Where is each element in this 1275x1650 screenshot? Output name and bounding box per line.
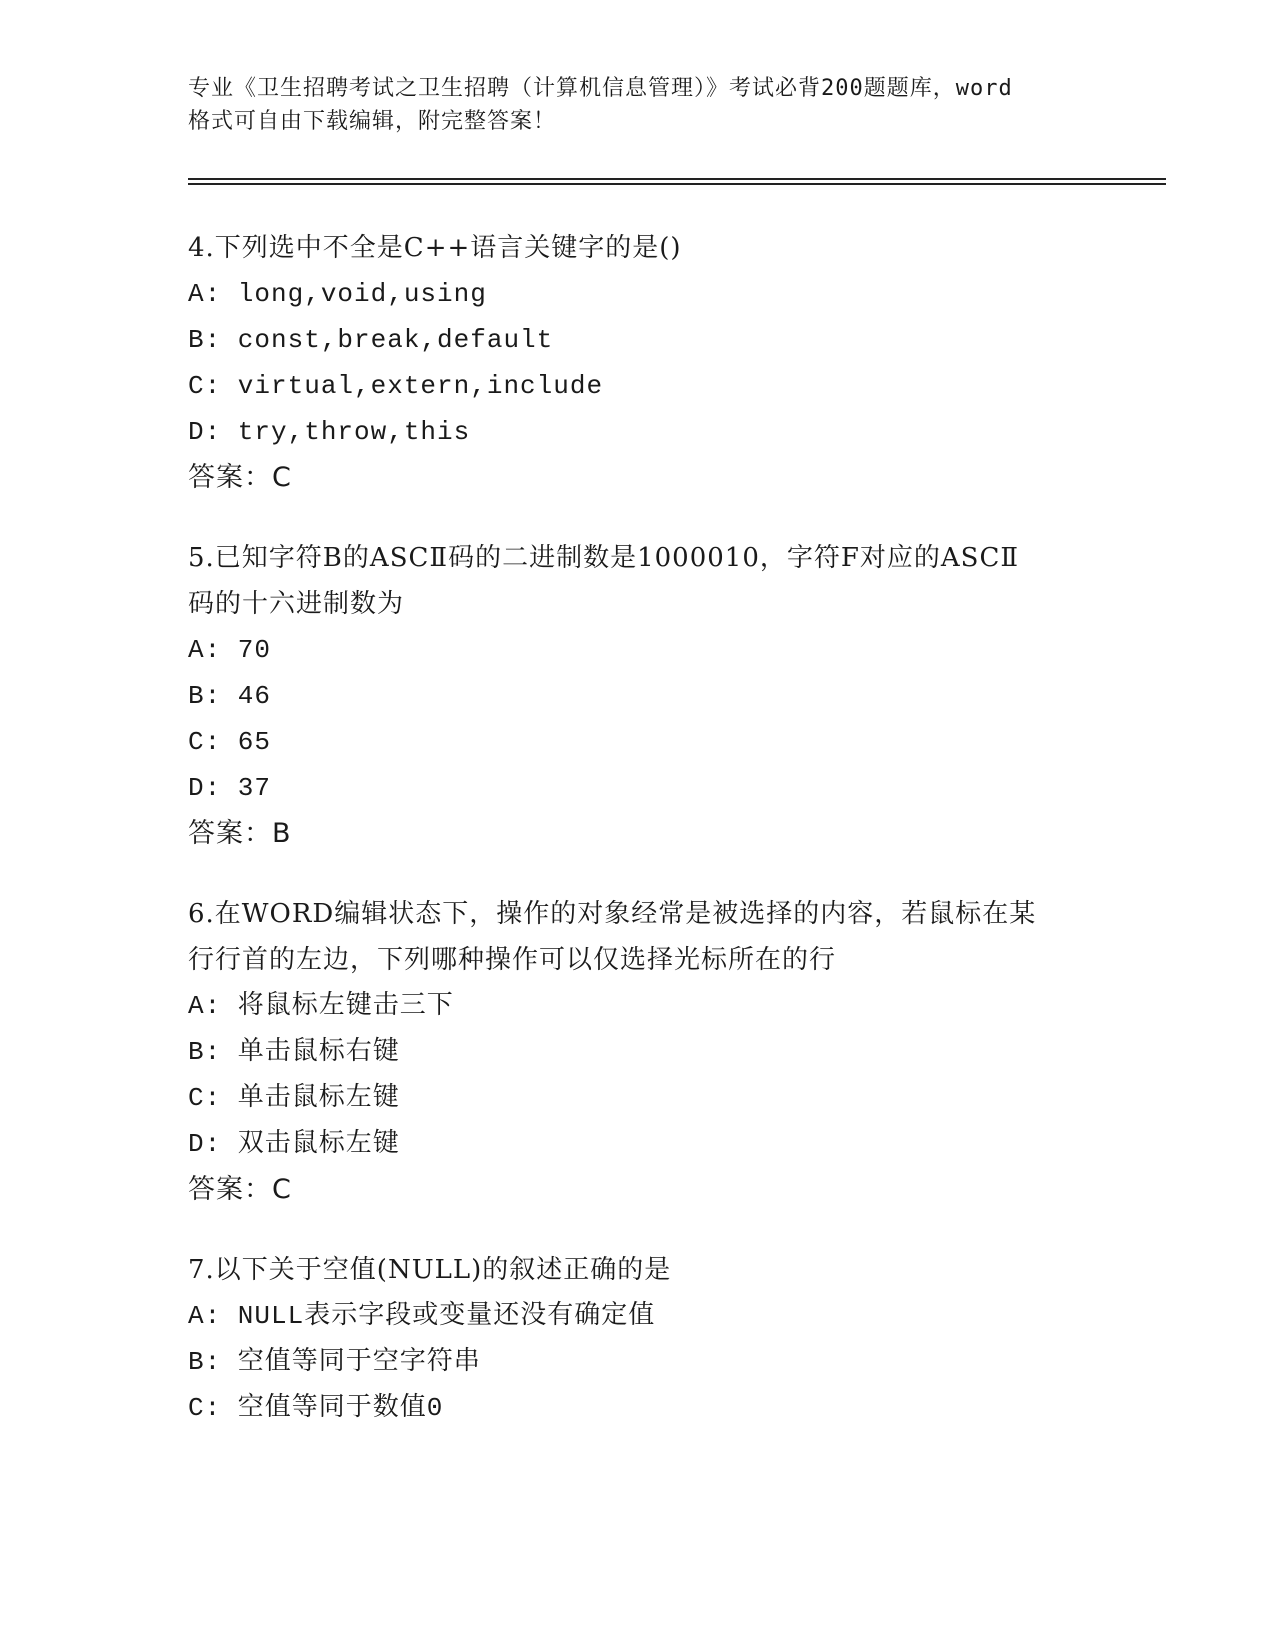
option-d: D: 双击鼠标左键	[188, 1129, 400, 1159]
option-b: B: const,break,default	[188, 325, 554, 355]
option-b: B: 单击鼠标右键	[188, 1037, 400, 1067]
answer: 答案：C	[188, 1174, 292, 1205]
question-stem: 6.在WORD编辑状态下，操作的对象经常是被选择的内容，若鼠标在某	[188, 899, 1037, 929]
option-b: B: 空值等同于空字符串	[188, 1347, 481, 1377]
question-stem-continued: 行行首的左边，下列哪种操作可以仅选择光标所在的行	[188, 945, 837, 975]
answer: 答案：C	[188, 462, 292, 493]
option-a: A: 70	[188, 635, 272, 665]
option-a: A: 将鼠标左键击三下	[188, 991, 454, 1021]
question-5	[188, 535, 1088, 857]
question-stem: 5.已知字符B的ASCⅡ码的二进制数是1000010，字符F对应的ASCⅡ	[188, 543, 1020, 573]
question-4	[188, 225, 1088, 501]
option-a: A: long,void,using	[188, 279, 487, 309]
option-c: C: virtual,extern,include	[188, 371, 604, 401]
header-divider-bottom	[188, 183, 1166, 185]
option-b: B: 46	[188, 681, 272, 711]
option-a: A: NULL表示字段或变量还没有确定值	[188, 1301, 656, 1331]
question-6	[188, 891, 1088, 1213]
option-c: C: 65	[188, 727, 272, 757]
option-d: D: try,throw,this	[188, 417, 471, 447]
answer: 答案：B	[188, 818, 292, 849]
question-stem-continued: 码的十六进制数为	[188, 589, 405, 619]
header-divider-top	[188, 178, 1166, 180]
document-header	[188, 72, 1088, 138]
header-line-1: 专业《卫生招聘考试之卫生招聘（计算机信息管理）》考试必背200题题库，word	[188, 76, 1013, 101]
question-stem: 4.下列选中不全是C++语言关键字的是()	[188, 233, 682, 263]
option-c: C: 空值等同于数值0	[188, 1393, 444, 1423]
question-7	[188, 1247, 1088, 1431]
option-d: D: 37	[188, 773, 272, 803]
question-stem: 7.以下关于空值(NULL)的叙述正确的是	[188, 1255, 672, 1285]
header-line-2: 格式可自由下载编辑，附完整答案！	[188, 109, 557, 134]
option-c: C: 单击鼠标左键	[188, 1083, 400, 1113]
